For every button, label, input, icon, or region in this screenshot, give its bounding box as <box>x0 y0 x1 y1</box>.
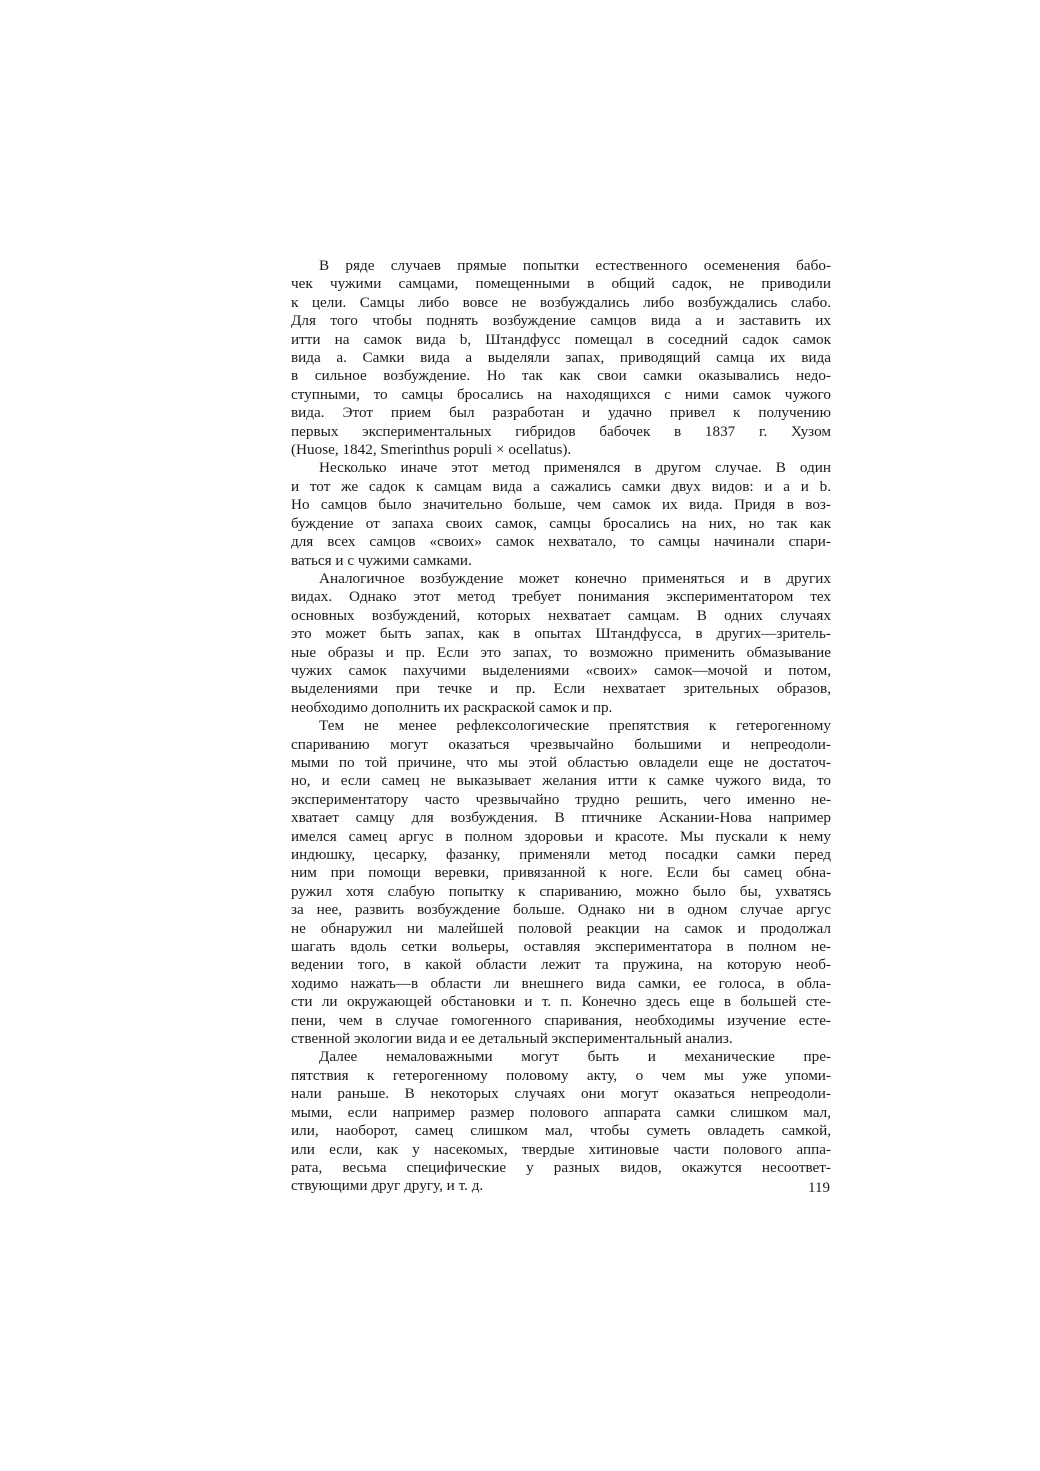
text-line: вида. Этот прием был разработан и удачно привел к получению <box>291 404 831 422</box>
text-line: мыми, если например размер полового аппарата самки слишком мал, <box>291 1103 831 1121</box>
paragraph <box>291 257 831 459</box>
text-line: видах. Однако этот метод требует понимания экспериментатором тех <box>291 588 831 606</box>
text-line: необходимо дополнить их раскраской самок и пр. <box>291 698 613 716</box>
paragraph <box>291 1048 831 1195</box>
text-line: В ряде случаев прямые попытки естественного осеменения бабо- <box>319 257 831 274</box>
text-line: вида a. Самки вида a выделяли запах, приводящий самца их вида <box>291 349 831 367</box>
text-line: в сильное возбуждение. Но так как свои самки оказывались недо- <box>291 367 831 385</box>
text-line: но, и если самец не выказывает желания итти к самке чужого вида, то <box>291 772 831 790</box>
text-line: мыми по той причине, что мы этой областью овладели еще не достаточ- <box>291 753 831 771</box>
text-line: ные образы и пр. Если это запах, то возможно применить обмазывание <box>291 643 831 661</box>
text-line: Тем не менее рефлексологические препятствия к гетерогенному <box>319 717 831 735</box>
text-line: это может быть запах, как в опытах Штандфусса, в других—зритель- <box>291 625 831 643</box>
text-line: ведении того, в какой области лежит та пружина, на которую необ- <box>291 956 831 974</box>
text-line: пятствия к гетерогенному половому акту, о чем мы уже упоми- <box>291 1066 831 1084</box>
text-line: основных возбуждений, которых нехватает самцам. В одних случаях <box>291 606 831 624</box>
text-line: или, наоборот, самец слишком мал, чтобы суметь овладеть самкой, <box>291 1122 831 1140</box>
text-line: пени, чем в случае гомогенного спаривания, необходимы изучение есте- <box>291 1011 831 1029</box>
text-line: первых экспериментальных гибридов бабочек в 1837 г. Хузом <box>291 422 831 440</box>
text-line: для всех самцов «своих» самок нехватало, то самцы начинали спари- <box>291 533 831 551</box>
text-line: хватает самцу для возбуждения. В птичнике Аскании-Нова например <box>291 809 831 827</box>
text-line: экспериментатору часто чрезвычайно трудно решить, чего именно не- <box>291 790 831 808</box>
paragraph <box>291 570 831 717</box>
text-line: имелся самец аргус в полном здоровьи и красоте. Мы пускали к нему <box>291 827 831 845</box>
text-line: ним при помощи веревки, привязанной к ноге. Если бы самец обна- <box>291 864 831 882</box>
text-line: итти на самок вида b, Штандфусс помещал в соседний садок самок <box>291 330 831 348</box>
text-line: индюшку, цесарку, фазанку, применяли метод посадки самки перед <box>291 846 831 863</box>
text-line: и тот же садок к самцам вида a сажались самки двух видов: и a и b. <box>291 477 831 495</box>
text-line: спариванию могут оказаться чрезвычайно большими и непреодоли- <box>291 735 831 753</box>
text-line: ственной экологии вида и ее детальный экспериментальный анализ. <box>291 1030 733 1048</box>
paragraph <box>291 459 831 569</box>
text-line: Для того чтобы поднять возбуждение самцов вида a и заставить их <box>291 312 831 330</box>
text-line: выделениями при течке и пр. Если нехватает зрительных образов, <box>291 680 831 698</box>
text-line: за нее, развить возбуждение больше. Однако ни в одном случае аргус <box>291 901 831 919</box>
text-line: рата, весьма специфические у разных видов, окажутся несоответ- <box>291 1158 831 1176</box>
text-line: Несколько иначе этот метод применялся в другом случае. В один <box>319 459 831 477</box>
text-line: ваться и с чужими самками. <box>291 551 472 569</box>
text-line: ствующими друг другу, и т. д. <box>291 1177 484 1195</box>
text-line: нали раньше. В некоторых случаях они могут оказаться непреодоли- <box>291 1085 831 1103</box>
page-number: 119 <box>808 1180 830 1196</box>
text-line: или если, как у насекомых, твердые хитиновые части полового аппа- <box>291 1140 831 1158</box>
text-line: не обнаружил ни малейшей половой реакции на самок и продолжал <box>291 919 831 937</box>
text-line: ступными, то самцы бросались на находящихся с ними самок чужого <box>291 385 831 403</box>
text-line: ружил хотя слабую попытку к спариванию, можно было бы, ухватясь <box>291 882 831 900</box>
text-line: ходимо нажать—в области ли внешнего вида самки, ее голоса, в обла- <box>291 974 831 992</box>
text-line: к цели. Самцы либо вовсе не возбуждались либо возбуждались слабо. <box>291 293 831 311</box>
text-line: Аналогичное возбуждение может конечно применяться и в других <box>319 569 831 587</box>
text-line: (Huose, 1842, Smerinthus populi × ocellatus). <box>291 441 572 459</box>
text-line: шагать вдоль сетки вольеры, оставляя экспериментатора в полном не- <box>291 938 831 956</box>
text-line: сти ли окружающей обстановки и т. п. Конечно здесь еще в большей сте- <box>291 993 831 1011</box>
body-text <box>291 257 831 1196</box>
text-line: Далее немаловажными могут быть и механические пре- <box>319 1048 831 1066</box>
paragraph <box>291 717 831 1048</box>
text-line: буждение от запаха своих самок, самцы бросались на них, но так как <box>291 514 831 532</box>
text-line: чужих самок пахучими выделениями «своих» самок—мочой и потом, <box>291 661 831 679</box>
text-line: Но самцов было значительно больше, чем самок их вида. Придя в воз- <box>291 496 831 514</box>
text-line: чек чужими самцами, помещенными в общий садок, не приводили <box>291 275 831 293</box>
